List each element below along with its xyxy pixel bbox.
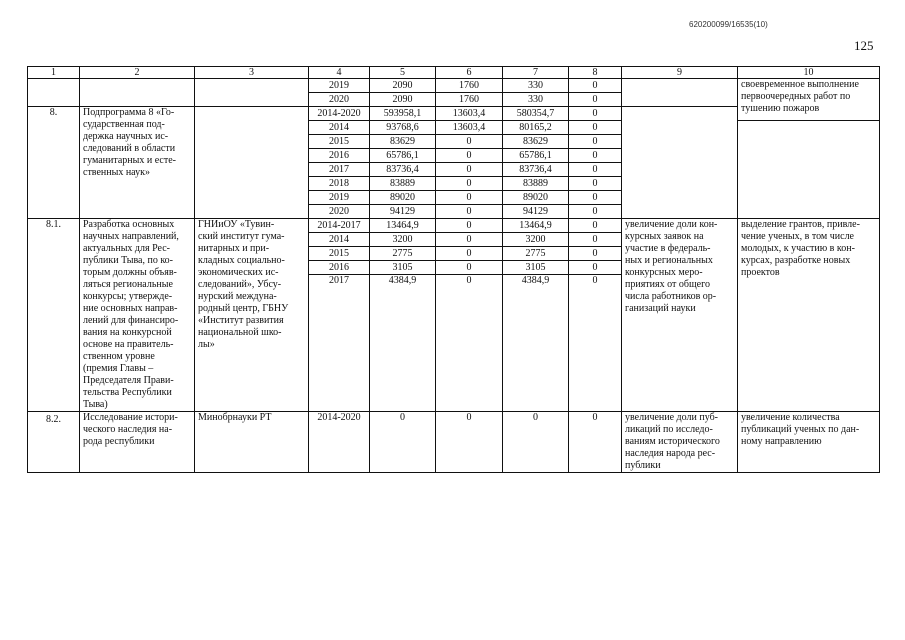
federal-cell: 1760 [436, 79, 503, 93]
republic-cell: 330 [503, 79, 569, 93]
header-cell: 3 [195, 67, 309, 79]
other-cell: 0 [569, 233, 622, 247]
other-cell: 0 [569, 177, 622, 191]
year-cell: 2020 [309, 205, 370, 219]
measure-name: Разработка основных научных направлений, актуальных для Рес- публики Тыва, по ко- торым должны объяв- ляться региональные конкурсы; утвержде- ние основных направ- лений для финансиро- вания на конкурсной основе на правитель- ственном уровне (премия Главы – Председателя Прави- тельства Республики Тыва) [80, 219, 195, 412]
header-cell: 5 [370, 67, 436, 79]
executor-cell: ГНИиОУ «Тувин- ский институт гума- нитарных и при- кладных социально- экономических ис- следований», Убсу- нурский междуна- родный центр, ГБНУ «Институт развития национальной шко- лы» [195, 219, 309, 412]
republic-cell: 13464,9 [503, 219, 569, 233]
federal-cell: 13603,4 [436, 107, 503, 121]
republic-cell: 83629 [503, 135, 569, 149]
federal-cell: 0 [436, 233, 503, 247]
federal-cell: 0 [436, 205, 503, 219]
indicator-cell: увеличение доли пуб- ликаций по исследо- ваниям исторического наследия народа рес- публики [622, 412, 738, 473]
republic-cell: 3200 [503, 233, 569, 247]
other-cell: 0 [569, 412, 622, 473]
republic-cell: 65786,1 [503, 149, 569, 163]
other-cell: 0 [569, 79, 622, 93]
row-number: 8.2. [28, 412, 80, 473]
total-cell: 2090 [370, 93, 436, 107]
other-cell: 0 [569, 135, 622, 149]
republic-cell: 80165,2 [503, 121, 569, 135]
year-cell: 2019 [309, 79, 370, 93]
federal-cell: 0 [436, 191, 503, 205]
republic-cell: 2775 [503, 247, 569, 261]
federal-cell: 0 [436, 261, 503, 275]
year-cell: 2018 [309, 177, 370, 191]
cell-empty [28, 79, 80, 107]
year-cell: 2014-2020 [309, 107, 370, 121]
header-cell: 7 [503, 67, 569, 79]
other-cell: 0 [569, 247, 622, 261]
total-cell: 2775 [370, 247, 436, 261]
total-cell: 3105 [370, 261, 436, 275]
republic-cell: 89020 [503, 191, 569, 205]
total-cell: 83736,4 [370, 163, 436, 177]
total-cell: 0 [370, 412, 436, 473]
year-cell: 2017 [309, 163, 370, 177]
other-cell: 0 [569, 121, 622, 135]
other-cell: 0 [569, 107, 622, 121]
republic-cell: 94129 [503, 205, 569, 219]
total-cell: 89020 [370, 191, 436, 205]
indicator-cell: увеличение доли кон- курсных заявок на участие в федераль- ных и региональных конкурсных меро- приятиях от общего числа работников ор- ганизаций науки [622, 219, 738, 412]
other-cell: 0 [569, 191, 622, 205]
result-cell: выделение грантов, привле- чение ученых, в том числе молодых, к участию в кон- курсах, разработке новых проектов [738, 219, 880, 412]
header-cell: 4 [309, 67, 370, 79]
row-number: 8. [28, 107, 80, 219]
other-cell: 0 [569, 275, 622, 412]
header-cell: 2 [80, 67, 195, 79]
measure-name: Исследование истори- ческого наследия на- рода республики [80, 412, 195, 473]
other-cell: 0 [569, 261, 622, 275]
year-cell: 2014 [309, 121, 370, 135]
total-cell: 593958,1 [370, 107, 436, 121]
header-cell: 8 [569, 67, 622, 79]
federal-cell: 0 [436, 412, 503, 473]
year-cell: 2017 [309, 275, 370, 412]
other-cell: 0 [569, 149, 622, 163]
year-cell: 2014 [309, 233, 370, 247]
table-row [28, 79, 880, 93]
year-cell: 2014-2020 [309, 412, 370, 473]
measure-name: Подпрограмма 8 «Го- сударственная под- держка научных ис- следований в области гуманитарных и есте- ственных наук» [80, 107, 195, 219]
federal-cell: 13603,4 [436, 121, 503, 135]
federal-cell: 0 [436, 247, 503, 261]
table-row [28, 219, 880, 233]
year-cell: 2015 [309, 135, 370, 149]
total-cell: 2090 [370, 79, 436, 93]
republic-cell: 330 [503, 93, 569, 107]
total-cell: 4384,9 [370, 275, 436, 412]
table-row [28, 412, 880, 473]
federal-cell: 0 [436, 177, 503, 191]
republic-cell: 4384,9 [503, 275, 569, 412]
result-cell: увеличение количества публикаций ученых по дан- ному направлению [738, 412, 880, 473]
total-cell: 83629 [370, 135, 436, 149]
year-cell: 2016 [309, 149, 370, 163]
document-id: 620200099/16535(10) [689, 20, 768, 29]
total-cell: 93768,6 [370, 121, 436, 135]
total-cell: 83889 [370, 177, 436, 191]
header-cell: 9 [622, 67, 738, 79]
federal-cell: 0 [436, 219, 503, 233]
cell-empty [195, 107, 309, 219]
other-cell: 0 [569, 163, 622, 177]
cell-empty [738, 121, 880, 219]
year-cell: 2020 [309, 93, 370, 107]
republic-cell: 580354,7 [503, 107, 569, 121]
total-cell: 65786,1 [370, 149, 436, 163]
year-cell: 2019 [309, 191, 370, 205]
other-cell: 0 [569, 205, 622, 219]
federal-cell: 0 [436, 275, 503, 412]
federal-cell: 0 [436, 149, 503, 163]
program-table [27, 66, 880, 473]
federal-cell: 0 [436, 135, 503, 149]
total-cell: 94129 [370, 205, 436, 219]
other-cell: 0 [569, 219, 622, 233]
total-cell: 3200 [370, 233, 436, 247]
header-cell: 10 [738, 67, 880, 79]
year-cell: 2016 [309, 261, 370, 275]
republic-cell: 3105 [503, 261, 569, 275]
executor-cell: Минобрнауки РТ [195, 412, 309, 473]
page-number: 125 [854, 38, 874, 53]
header-cell: 1 [28, 67, 80, 79]
cell-empty [622, 79, 738, 107]
federal-cell: 0 [436, 163, 503, 177]
year-cell: 2014-2017 [309, 219, 370, 233]
republic-cell: 0 [503, 412, 569, 473]
cell-empty [622, 107, 738, 219]
header-row [28, 67, 880, 79]
total-cell: 13464,9 [370, 219, 436, 233]
row-number: 8.1. [28, 219, 80, 412]
republic-cell: 83736,4 [503, 163, 569, 177]
cell-empty [195, 79, 309, 107]
republic-cell: 83889 [503, 177, 569, 191]
result-cell: своевременное выполнение первоочередных работ по тушению пожаров [738, 79, 880, 121]
year-cell: 2015 [309, 247, 370, 261]
header-cell: 6 [436, 67, 503, 79]
cell-empty [80, 79, 195, 107]
federal-cell: 1760 [436, 93, 503, 107]
other-cell: 0 [569, 93, 622, 107]
